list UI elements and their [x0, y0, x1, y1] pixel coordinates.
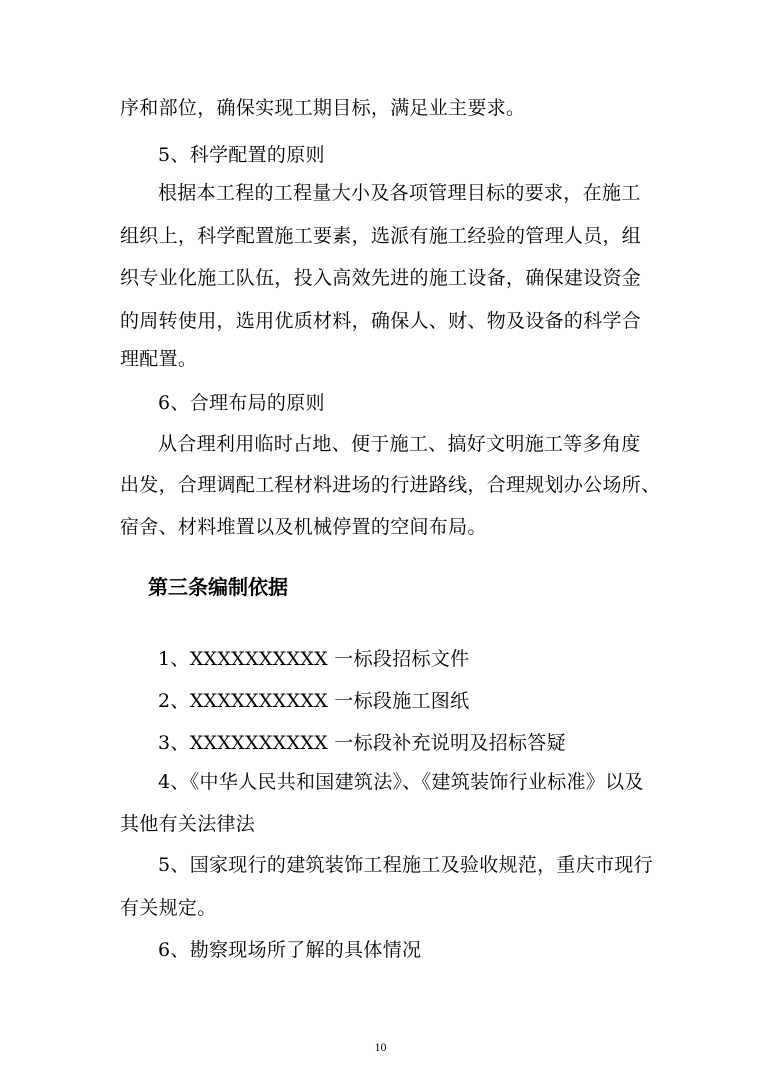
paragraph-line: 宿舍、材料堆置以及机械停置的空间布局。 — [120, 516, 487, 538]
section-title-5: 5、科学配置的原则 — [158, 144, 325, 166]
paragraph-line: 的周转使用，选用优质材料，确保人、财、物及设备的科学合 — [120, 310, 642, 332]
basis-item: 2、XXXXXXXXXX 一标段施工图纸 — [158, 690, 470, 712]
basis-item: 1、XXXXXXXXXX 一标段招标文件 — [158, 648, 470, 670]
article-heading: 第三条编制依据 — [148, 575, 288, 599]
basis-item-continuation: 其他有关法律法 — [120, 813, 256, 835]
basis-item: 4、《中华人民共和国建筑法》、《建筑装饰行业标准》以及 — [158, 771, 644, 793]
paragraph-line: 从合理利用临时占地、便于施工、搞好文明施工等多角度 — [158, 433, 641, 455]
paragraph-line: 织专业化施工队伍，投入高效先进的施工设备，确保建设资金 — [120, 267, 642, 289]
section-title-6: 6、合理布局的原则 — [158, 392, 325, 414]
paragraph-line: 组织上，科学配置施工要素，选派有施工经验的管理人员，组 — [120, 225, 642, 247]
basis-item: 6、勘察现场所了解的具体情况 — [158, 939, 422, 961]
basis-item: 5、国家现行的建筑装饰工程施工及验收规范，重庆市现行 — [158, 854, 653, 876]
paragraph-line: 理配置。 — [120, 348, 198, 370]
basis-item-continuation: 有关规定。 — [120, 897, 217, 919]
paragraph-line: 根据本工程的工程量大小及各项管理目标的要求，在施工 — [158, 182, 641, 204]
basis-item: 3、XXXXXXXXXX 一标段补充说明及招标答疑 — [158, 732, 566, 754]
paragraph-line: 出发，合理调配工程材料进场的行进路线，合理规划办公场所、 — [120, 474, 661, 496]
paragraph-line: 序和部位，确保实现工期目标，满足业主要求。 — [120, 97, 526, 119]
page-number: 10 — [374, 1040, 387, 1054]
